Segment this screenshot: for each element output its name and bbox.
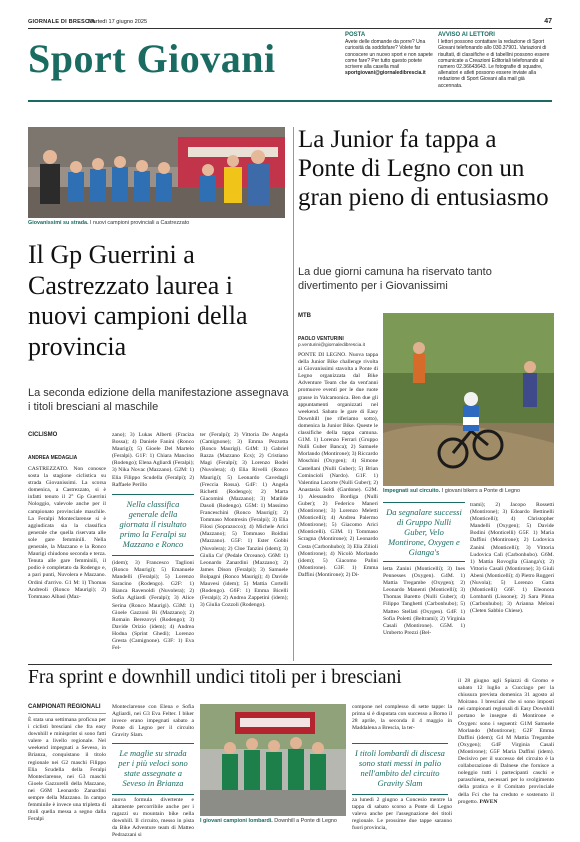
bottom-section-rule xyxy=(28,664,552,665)
photo-caption-left xyxy=(28,220,285,227)
right-col-3: trami); 2) Jacopo Rossetti (Montirone); 3) Edoardo Bettinelli (Monticelli); 4) Christopher Mandelli (Oxygen); 5) Davide Bodini (Monticelli) G5F. 1) Maria Daffini (Montirone); 2) Ludovica Zanini (Monticelli); 3) Vittoria Ludovica Calì (Carbonhubo). G6M. 1) Mattia Rovoglia (Gianga's); 2) Vittorio Casali (Montirone); 3) Giuli Abeni (Monticelli); 4) Pietro Ruggeri (Nuvola); 5) Lorenzo Gatta (Monticelli) G6F. 1) Eleonora Lombardi (Lissone); 2) Sara Pinna (Carbonhubo); 3) Arianna Meloni (Cleten Sabbio Chiese). xyxy=(470,502,554,615)
left-article-title: Il Gp Guerrini a Castrezzato laurea i nuovi campioni della provincia xyxy=(28,240,248,361)
right-author-email: p.venturini@giornaledibrescia.it xyxy=(298,343,365,348)
bottom-col-1: È stata una settimana proficua per i ciclisti bresciani che fra easy downhill e minisprint si sono fatti valere a livello regionale. Nel weekend impegnati a Seveso, in Brianza, conquistano il titolo regionale nei G2 maschi Filippo Elia Scudella della Feralpi Monteclarense, nei G3 maschi Gioele Gazzurelli della Mazzano, nei G6M Leonardo Zanardini sempre della Mazzano. In campo femminile è invece una tripletta di titoli quella messa a segno dalla Feralpi xyxy=(28,717,106,823)
left-kicker: CICLISMO xyxy=(28,432,58,438)
bottom-col-3a: compone nel complesso di sette tappe: la prima si è disputata con successo a Borno il 28 aprile, la seconda il 4 maggio in Maddalena a Brescia, la ter- xyxy=(352,704,452,732)
photo-caption-right-bold: Impegnati sul circuito. xyxy=(383,488,441,494)
avviso-text: I lettori possono contattare la redazione di Sport Giovani telefonando allo 030.37901. Variazioni di risultati, di classifiche e di tabellini possono essere comunicate a Creazioni Editoriali telefonando al numero 02.36643643. Le fotografie di squadre, allenatori e atleti possono essere inviate alla redazione di Sport Giovani alla mail già accennata. xyxy=(438,39,550,89)
bottom-kicker: CAMPIONATI REGIONALI xyxy=(28,704,101,710)
posta-email: sportgiovani@giornaledibrescia.it xyxy=(345,70,426,77)
photo-campioni-lombardi xyxy=(200,704,346,816)
left-pullquote: Nella classifica generale della giornata il risultato primo la Feralpi su Mazzano e Ronco xyxy=(112,494,194,556)
avviso-title: AVVISO AI LETTORI xyxy=(438,32,495,38)
bottom-col-2a: Monteclarense con Elena e Sofia Agliardi, nei G3 Eva Felter. I biker invece erano impegnati sabato a Ponte di Legno per il circuito Gravity Slam. xyxy=(112,704,194,739)
right-col-2: letta Zanini (Monticelli); 3) Ines Pennesses (Oxygen). G4M. 1) Mattia Tregambe (Oxygen); 2) Leonardo Manenti (Monticelli); 3) Thomas Baretto (Nulli Guber); 4) Filippo Tanghetti (Carbonhubo); 5) Matteo Stellati (Oxygen). G4F. 1) Sofia Poletti (Beltrami); 2) Virginia Casali (Montirone). G5M. 1) Umberto Prezzi (Bel- xyxy=(383,566,465,636)
bottom-col-4-text: il 28 giugno agli Spiazzi di Gromo e sabato 12 luglio a Cucciago per la chiusura prevista domenica 31 agosto al Moirano. I bresciani che si sono imposti nei campionati regionali di Easy Downhill portano le insegne di Montirone e Oxygen: sono i seguenti: G1M Samuele Morlando (Montirone); G2F Emma Daffini (idem); G4 M Mattia Tregambe (Oxygen); G4F Virginia Casali (Montirone); G5F Maria Daffini (idem). Decisivo per il successo del circuito è la collaborazione di Dalnese che fornisce a noleggio tutti i partecipanti caschi e paraschiena, necessari per lo svolgimento della pratica e il Comitato provinciale della Fci che ha creduto e sostenuto il progetto. xyxy=(458,678,554,805)
masthead-paper: GIORNALE DI BRESCIA xyxy=(28,19,96,25)
header-bottom-rule xyxy=(28,100,552,102)
photo-caption-right xyxy=(383,488,554,495)
photo-caption-left-text: I nuovi campioni provinciali a Castrezzato xyxy=(90,220,190,226)
section-title: Sport Giovani xyxy=(28,36,276,81)
page-number: 47 xyxy=(544,18,552,25)
bottom-signature: PAVEN xyxy=(479,798,498,805)
center-divider xyxy=(293,127,294,661)
bottom-col-3b: za lunedì 2 giugno a Concesio mentre la tappa di sabato scorso a Ponte di Legno valeva anche per l'assegnazione dei titoli regionale. Le prossime due tappe saranno fuori provincia, xyxy=(352,797,452,832)
bottom-col-2b: nuova formula divertente e altamente percorribile anche per i ragazzi su mountain bike nella downhill. Il circuito, messo in pista da Bike Adventure team di Matteo Pedrazzani si xyxy=(112,797,194,839)
bottom-kicker-rule xyxy=(28,713,106,714)
bottom-pullquote-2: I titoli lombardi di discesa sono stati messi in palio nell'ambito del circuito Gravity Slam xyxy=(352,743,448,795)
bottom-pullquote-1: Le maglie su strada per i più veloci sono state assegnate a Seveso in Brianza xyxy=(112,743,194,795)
photo-caption-bottom-bold: I giovani campioni lombardi. xyxy=(200,818,273,824)
right-col-1: PONTE DI LEGNO. Nuova tappa della Junior Bike challenge rivolta ai Giovanissimi stavolta a Ponte di Legno organizzata dal Bike Adventure Team che da vent'anni promuove eventi per le due ruote grasse in Valcamonica. Ben due gli appuntamenti organizzati nel weekend. Sabato le gare di Easy Downhill (ne riferiamo sotto), domenica la Junior Bike. Queste le classifiche della tappa camuna. G1M. 1) Lorenzo Ferrari (Gruppo Nulli Guber Banca); 2) Samuele Morlando (Montirone); 3) Riccardo Moschini (Oxygen); 4) Simone Castellani (Nulli Guber); 5) Brian Comincioli (Nardo). G1F. 1) Valentina Lacorte (Nulli Guber); 2) Anastasia Soldi (Gardone). G2M. 1) Alessandro Bordiga (Nulli Guber); 2) Federico Maneri (Montirone); 3) Lorenzo Meletti (Monticelli); 4) Andrea Palermo (Montirone); 5) Giacomo Arici (Monticelli). G3M. 1) Tommaso Scragna (Montirone); 2) Leonardo Costa (Carbonhubo); 3) Elia Zilioli (Montirone); 4) Nicolò Morlando (idem); 5) Giacomo Palini (Montirone). G3F. 1) Emma Daffini (Montirone); 2) Di- xyxy=(298,352,379,578)
left-col-2b: (idem); 3) Francesco Taglioni (Ronco Maurigi); 5) Emanuele Mandelli (Feralpi); 5) Lorenzo Saracino (Rodengo). G2F: 1) Bianca Ravenoldi (Nuvolera); 2) Sofia Agliardi (Feralpi); 3) Alice Serina (Ronco Maurigi). G3M: 1) Gioele Gazzoni Bi (Mazzano); 2) Romain Berezovyi (Rodengo); 3) Davide Orizio (idem); 4) Andrea Hodna (Sprint Ghedi); Lorenzo Gresta (Camignone). G3F: 1) Eva Fel- xyxy=(112,560,194,652)
posta-box xyxy=(345,32,433,94)
header-rule xyxy=(28,28,552,29)
bottom-col-4 xyxy=(458,678,554,834)
right-author: PAOLO VENTURINI xyxy=(298,336,344,342)
photo-caption-left-bold: Giovanissimi su strada. xyxy=(28,220,89,226)
right-kicker: MTB xyxy=(298,313,311,319)
left-col-1: CASTREZZATO. Non conosce sosta la stagione ciclistica su strada Giovanissimi. La scorsa domenica, a Castrezzato, si è infatti tenuto il 2° Gp Guerrini Nologgio, valevole anche per il campionato provinciale maschile. La Feralpi Monteclarense si è aggiudicata sia la classifica generale che quella riservata alle sole gare femminili. Nella generale, la Mazzano e la Ronco Maurigi chiudono seconda e terza. Tenuta alle gare femminili, il podio è completato da Rodengo e, a pari punti, Nuvolera e Mazzano. Ordini d'arrivo. G1 M: 1) Thomas Andreoli (Ronco Maurigi); 2) Tommaso Albasi (Maz- xyxy=(28,466,106,600)
left-col-2a: zano); 3) Lukas Alberti (Fraciza Bossa); 4) Daniele Fanini (Ronco Maurigi); 5) Gioele Del Martelo (Feralpi). G1F: 1) Chiara Mancino (Rodengo); Elena Agliardi (Feralpi); 3) Nika Novac (Mazzano). G2M: 1) Elia Filippo Scudella (Feralpi); 2) Raffaele Perillo xyxy=(112,432,194,488)
masthead-date: Martedì 17 giugno 2025 xyxy=(88,19,148,25)
posta-text: Avete delle domande da porre? Una curiosità da soddisfare? Volete far conoscere un nuovo sport e non sapete come fare? Per tutto questo potete scrivere alla casella mail xyxy=(345,39,433,71)
posta-title: POSTA xyxy=(345,32,366,38)
right-pullquote: Da segnalare successi di Gruppo Nulli Guber, Velo Montirone, Oxygen e Gianga's xyxy=(383,502,465,562)
left-article-subtitle: La seconda edizione della manifestazione assegnava i titoli bresciani al maschile xyxy=(28,387,289,413)
left-col-3: ter (Feralpi); 2) Vittoria De Angela (Camignone); 3) Emma Pezzotta (Ronco Maurigi). G4M: 1) Gabriel Razza (Mazzano Ecs); 2) Cristiano Magi (Feralpi); 3) Lorenzo Bodei (Nuvolera); 4) Elia Rivelli (Ronco Maurigi); 5) Leonardo Cavedagli (Freccia Rossa). G4F: 1) Angela Richetti (Rodengo); 2) Marta Giacomini (Mazzano); 3) Matilde Dasoli (Rodengo). G5M: 1) Massimo Franceschini (Ronco Maurigi); 2) Tommaso Montresin (Feralpi); 3) Elia Filosi (Soprazocco); 4) Michele Arici (Mazzano); 5) Tommaso Boldini (Mazzano). G5F: 1) Ester Gobbi (Nuvolera); 2) Cloe Tanzini (idem); 3) Giulia Co' (Pedale Orceano). G6M: 1) Leonardo Zanardini (Mazzano); 2) James Dison (Feralpi); 3) Samuele Bolpagni (Ronco Maurigi); 4) Davide Mauvesi (idem); 5) Mattia Cortelli (Rodengo). G6F: 1) Emma Bicelli (Feralpi); 2) Andrea Zappetini (idem); 3) Giulia Cozzoli (Rodengo). xyxy=(200,432,288,609)
avviso-box xyxy=(438,32,550,96)
right-article-title: La Junior fa tappa a Ponte di Legno con un gran pieno di entusiasmo xyxy=(298,126,549,211)
bottom-article-title: Fra sprint e downhill undici titoli per i bresciani xyxy=(28,667,402,688)
photo-caption-bottom xyxy=(200,818,350,825)
photo-bikers-ponte-di-legno xyxy=(383,313,554,486)
right-article-subtitle: La due giorni camuna ha riservato tanto divertimento per i Giovanissimi xyxy=(298,266,492,292)
photo-caption-right-text: I giovani bikers a Ponte di Legno xyxy=(441,488,520,494)
photo-giovanissimi-strada xyxy=(28,127,285,218)
photo-caption-bottom-text: Downhill a Ponte di Legno xyxy=(274,818,337,824)
left-author: ANDREA MEDAGLIA xyxy=(28,455,78,461)
